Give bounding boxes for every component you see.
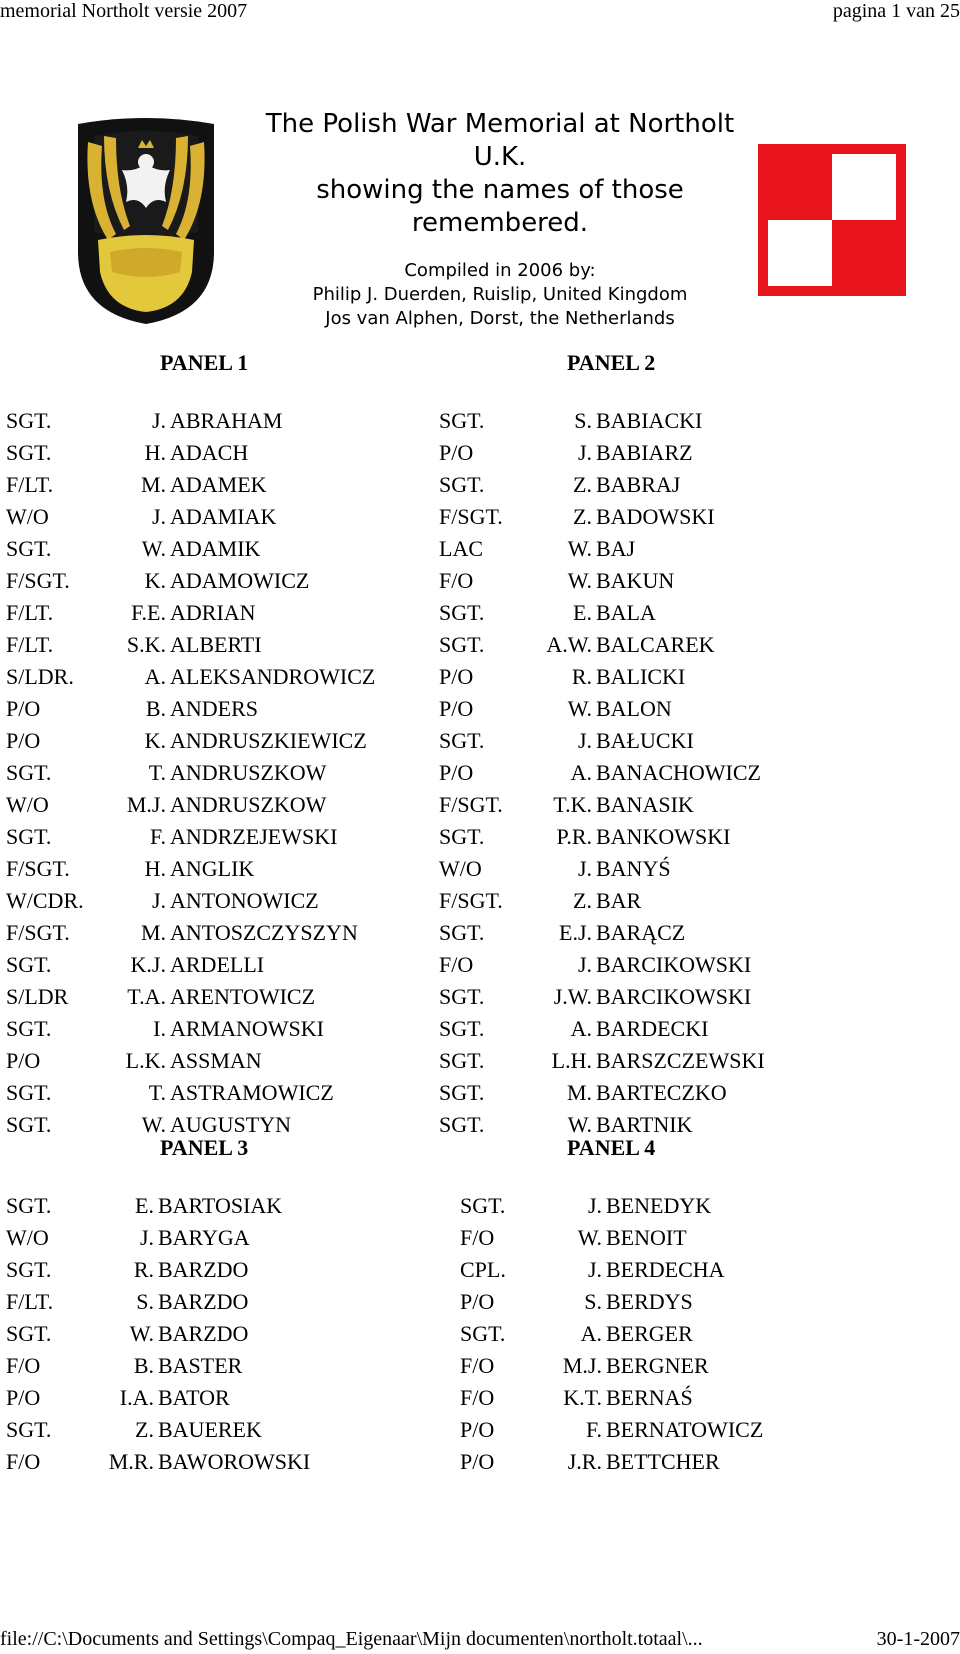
- rank: SGT.: [439, 632, 485, 657]
- initials: T.K.: [553, 792, 592, 817]
- initials: A.: [144, 664, 166, 689]
- rank: F/SGT.: [439, 792, 503, 817]
- list-item: [6, 1013, 426, 1045]
- rank: SGT.: [439, 1048, 485, 1073]
- rank: SGT.: [439, 1016, 485, 1041]
- list-item: [6, 1350, 426, 1382]
- surname: BERNATOWICZ: [606, 1417, 764, 1442]
- surname: BERDECHA: [606, 1257, 725, 1282]
- rank: F/O: [460, 1385, 495, 1410]
- initials: J.W.: [553, 984, 592, 1009]
- list-item: [460, 1286, 880, 1318]
- rank: P/O: [460, 1289, 495, 1314]
- surname: BENOIT: [606, 1225, 687, 1250]
- panel-name-list: [439, 405, 859, 1141]
- initials: I.A.: [119, 1385, 154, 1410]
- initials: A.: [570, 1016, 592, 1041]
- rank: LAC: [439, 536, 483, 561]
- initials: J.: [139, 1225, 154, 1250]
- list-item: [6, 1045, 426, 1077]
- compiled-line: Philip J. Duerden, Ruislip, United Kingdom: [312, 284, 688, 305]
- panel-title: PANEL 1: [160, 350, 249, 375]
- list-item: [439, 469, 859, 501]
- list-item: [460, 1382, 880, 1414]
- initials: W.: [129, 1321, 154, 1346]
- surname: BAŁUCKI: [596, 728, 694, 753]
- rank: SGT.: [439, 728, 485, 753]
- surname: BETTCHER: [606, 1449, 720, 1474]
- surname: BADOWSKI: [596, 504, 715, 529]
- initials: J.: [151, 504, 166, 529]
- surname: AUGUSTYN: [170, 1112, 291, 1137]
- surname: BANASIK: [596, 792, 694, 817]
- initials: Z.: [573, 888, 592, 913]
- rank: P/O: [6, 1048, 41, 1073]
- polish-air-force-badge-icon: [64, 112, 228, 326]
- initials: S.: [136, 1289, 154, 1314]
- surname: BARDECKI: [596, 1016, 709, 1041]
- surname: ASSMAN: [170, 1048, 262, 1073]
- surname: ARENTOWICZ: [170, 984, 316, 1009]
- list-item: [6, 1382, 426, 1414]
- initials: W.: [567, 1112, 592, 1137]
- initials: T.A.: [127, 984, 166, 1009]
- initials: S.: [574, 408, 592, 433]
- initials: L.K.: [125, 1048, 166, 1073]
- list-item: [439, 597, 859, 629]
- surname: BERGNER: [606, 1353, 709, 1378]
- rank: F/LT.: [6, 472, 54, 497]
- initials: E.: [573, 600, 592, 625]
- polish-chequer-icon: [758, 144, 906, 296]
- surname: BABIARZ: [596, 440, 693, 465]
- initials: A.: [580, 1321, 602, 1346]
- rank: F/O: [6, 1353, 41, 1378]
- list-item: [6, 469, 426, 501]
- surname: BARTOSIAK: [158, 1193, 283, 1218]
- list-item: [6, 1286, 426, 1318]
- initials: M.J.: [562, 1353, 602, 1378]
- page-number: pagina 1 van 25: [832, 0, 960, 22]
- rank: P/O: [6, 728, 41, 753]
- list-item: [439, 1045, 859, 1077]
- initials: Z.: [135, 1417, 154, 1442]
- initials: J.: [587, 1257, 602, 1282]
- initials: T.: [148, 1080, 166, 1105]
- list-item: [6, 533, 426, 565]
- panel-title: PANEL 4: [567, 1135, 656, 1160]
- initials: E.: [135, 1193, 154, 1218]
- surname: BAUEREK: [158, 1417, 262, 1442]
- surname: ADAMIK: [170, 536, 261, 561]
- compiled-line: Jos van Alphen, Dorst, the Netherlands: [325, 308, 675, 329]
- list-item: [6, 1446, 426, 1478]
- list-item: [6, 1414, 426, 1446]
- surname: BALCAREK: [596, 632, 715, 657]
- list-item: [6, 821, 426, 853]
- surname: ANDRUSZKIEWICZ: [170, 728, 367, 753]
- surname: ALEKSANDROWICZ: [170, 664, 376, 689]
- list-item: [439, 789, 859, 821]
- rank: S/LDR: [6, 984, 69, 1009]
- initials: P.R.: [556, 824, 592, 849]
- panel-name-list: [6, 1190, 426, 1478]
- surname: BABIACKI: [596, 408, 703, 433]
- surname: ANTOSZCZYSZYN: [170, 920, 358, 945]
- rank: CPL.: [460, 1257, 506, 1282]
- rank: SGT.: [439, 920, 485, 945]
- document-title-block: [240, 108, 760, 331]
- list-item: [460, 1446, 880, 1478]
- surname: ANGLIK: [170, 856, 255, 881]
- rank: P/O: [439, 760, 474, 785]
- surname: BATOR: [158, 1385, 230, 1410]
- list-item: [6, 1222, 426, 1254]
- surname: ANDERS: [170, 696, 259, 721]
- rank: P/O: [439, 664, 474, 689]
- rank: SGT.: [439, 1112, 485, 1137]
- rank: SGT.: [6, 408, 52, 433]
- list-item: [439, 693, 859, 725]
- list-item: [6, 789, 426, 821]
- surname: BERGER: [606, 1321, 693, 1346]
- surname: ABRAHAM: [170, 408, 283, 433]
- initials: J.: [577, 728, 592, 753]
- rank: F/LT.: [6, 632, 54, 657]
- surname: BAR: [596, 888, 642, 913]
- list-item: [6, 1254, 426, 1286]
- list-item: [439, 821, 859, 853]
- surname: ADAMIAK: [170, 504, 277, 529]
- surname: ANTONOWICZ: [170, 888, 319, 913]
- rank: P/O: [439, 696, 474, 721]
- surname: BANKOWSKI: [596, 824, 731, 849]
- rank: F/O: [439, 568, 474, 593]
- rank: SGT.: [439, 472, 485, 497]
- rank: F/O: [439, 952, 474, 977]
- list-item: [6, 629, 426, 661]
- surname: BASTER: [158, 1353, 243, 1378]
- initials: J.: [587, 1193, 602, 1218]
- list-item: [460, 1254, 880, 1286]
- list-item: [6, 565, 426, 597]
- rank: F/O: [460, 1225, 495, 1250]
- list-item: [6, 437, 426, 469]
- surname: ANDRUSZKOW: [170, 792, 327, 817]
- surname: BERNAŚ: [606, 1385, 693, 1410]
- initials: F.: [150, 824, 166, 849]
- initials: J.: [577, 856, 592, 881]
- initials: J.: [151, 408, 166, 433]
- initials: M.R.: [108, 1449, 154, 1474]
- initials: Z.: [573, 504, 592, 529]
- list-item: [439, 437, 859, 469]
- panel-name-list: [460, 1190, 880, 1478]
- surname: ALBERTI: [170, 632, 262, 657]
- rank: SGT.: [6, 1080, 52, 1105]
- rank: F/LT.: [6, 1289, 54, 1314]
- surname: ADAMOWICZ: [170, 568, 310, 593]
- initials: R.: [571, 664, 592, 689]
- list-item: [6, 1077, 426, 1109]
- surname: BARZDO: [158, 1321, 249, 1346]
- rank: SGT.: [6, 440, 52, 465]
- surname: ANDRUSZKOW: [170, 760, 327, 785]
- surname: BARTECZKO: [596, 1080, 727, 1105]
- list-item: [439, 1077, 859, 1109]
- initials: F.E.: [131, 600, 166, 625]
- rank: S/LDR.: [6, 664, 74, 689]
- surname: ADAMEK: [170, 472, 267, 497]
- title-line: showing the names of those: [316, 175, 684, 205]
- list-item: [439, 725, 859, 757]
- surname: BARTNIK: [596, 1112, 693, 1137]
- compiled-by: [240, 259, 760, 331]
- list-item: [6, 949, 426, 981]
- list-item: [6, 661, 426, 693]
- rank: SGT.: [439, 408, 485, 433]
- surname: BARYGA: [158, 1225, 250, 1250]
- rank: F/LT.: [6, 600, 54, 625]
- initials: J.: [577, 952, 592, 977]
- list-item: [439, 757, 859, 789]
- initials: L.H.: [551, 1048, 592, 1073]
- initials: W.: [577, 1225, 602, 1250]
- list-item: [439, 853, 859, 885]
- initials: A.: [570, 760, 592, 785]
- rank: SGT.: [6, 536, 52, 561]
- list-item: [6, 981, 426, 1013]
- surname: BARCIKOWSKI: [596, 984, 752, 1009]
- initials: M.J.: [126, 792, 166, 817]
- initials: K.J.: [130, 952, 166, 977]
- surname: BENEDYK: [606, 1193, 712, 1218]
- list-item: [6, 757, 426, 789]
- surname: BAWOROWSKI: [158, 1449, 311, 1474]
- rank: P/O: [6, 1385, 41, 1410]
- list-item: [439, 981, 859, 1013]
- list-item: [439, 533, 859, 565]
- initials: Z.: [573, 472, 592, 497]
- page-header-title: memorial Northolt versie 2007: [0, 0, 248, 22]
- title-line: The Polish War Memorial at Northolt: [265, 109, 735, 139]
- list-item: [460, 1414, 880, 1446]
- rank: SGT.: [439, 984, 485, 1009]
- initials: S.: [584, 1289, 602, 1314]
- initials: M.: [566, 1080, 592, 1105]
- rank: P/O: [6, 696, 41, 721]
- surname: ANDRZEJEWSKI: [170, 824, 338, 849]
- panel-title: PANEL 3: [160, 1135, 249, 1160]
- list-item: [6, 693, 426, 725]
- rank: W/O: [6, 504, 49, 529]
- surname: ADACH: [170, 440, 249, 465]
- list-item: [439, 1013, 859, 1045]
- list-item: [6, 1190, 426, 1222]
- surname: BARCIKOWSKI: [596, 952, 752, 977]
- surname: ARMANOWSKI: [170, 1016, 324, 1041]
- surname: BERDYS: [606, 1289, 693, 1314]
- rank: SGT.: [439, 600, 485, 625]
- title-line: U.K.: [473, 142, 527, 172]
- initials: A.W.: [546, 632, 592, 657]
- rank: SGT.: [6, 1193, 52, 1218]
- surname: BARZDO: [158, 1289, 249, 1314]
- rank: F/SGT.: [6, 856, 70, 881]
- list-item: [439, 661, 859, 693]
- initials: I.: [153, 1016, 166, 1041]
- list-item: [460, 1318, 880, 1350]
- initials: R.: [133, 1257, 154, 1282]
- initials: F.: [586, 1417, 602, 1442]
- initials: K.T.: [563, 1385, 602, 1410]
- rank: SGT.: [6, 952, 52, 977]
- file-path-footer: file://C:\Documents and Settings\Compaq_Eigenaar\Mijn documenten\northolt.totaal\...: [0, 1628, 703, 1650]
- list-item: [6, 501, 426, 533]
- rank: SGT.: [6, 1112, 52, 1137]
- list-item: [6, 405, 426, 437]
- list-item: [460, 1350, 880, 1382]
- list-item: [6, 917, 426, 949]
- surname: BARĄCZ: [596, 920, 686, 945]
- surname: BALICKI: [596, 664, 686, 689]
- initials: E.J.: [559, 920, 592, 945]
- list-item: [460, 1190, 880, 1222]
- rank: SGT.: [6, 1257, 52, 1282]
- rank: F/SGT.: [439, 888, 503, 913]
- rank: F/SGT.: [6, 920, 70, 945]
- list-item: [460, 1222, 880, 1254]
- list-item: [6, 885, 426, 917]
- list-item: [439, 629, 859, 661]
- list-item: [439, 501, 859, 533]
- rank: F/O: [6, 1449, 41, 1474]
- surname: ARDELLI: [170, 952, 265, 977]
- surname: BARSZCZEWSKI: [596, 1048, 765, 1073]
- rank: SGT.: [6, 824, 52, 849]
- rank: W/CDR.: [6, 888, 84, 913]
- rank: P/O: [460, 1417, 495, 1442]
- initials: W.: [567, 536, 592, 561]
- panel-title: PANEL 2: [567, 350, 656, 375]
- initials: J.: [577, 440, 592, 465]
- list-item: [6, 1318, 426, 1350]
- surname: ADRIAN: [170, 600, 256, 625]
- initials: W.: [141, 536, 166, 561]
- surname: BAKUN: [596, 568, 675, 593]
- surname: ASTRAMOWICZ: [170, 1080, 334, 1105]
- rank: W/O: [6, 1225, 49, 1250]
- rank: SGT.: [439, 824, 485, 849]
- initials: K.: [144, 568, 166, 593]
- list-item: [6, 597, 426, 629]
- rank: SGT.: [460, 1193, 506, 1218]
- initials: K.: [144, 728, 166, 753]
- list-item: [439, 565, 859, 597]
- surname: BANACHOWICZ: [596, 760, 761, 785]
- initials: H.: [144, 440, 166, 465]
- rank: F/SGT.: [6, 568, 70, 593]
- rank: SGT.: [460, 1321, 506, 1346]
- initials: M.: [140, 472, 166, 497]
- initials: M.: [140, 920, 166, 945]
- list-item: [6, 725, 426, 757]
- panel-name-list: [6, 405, 426, 1141]
- initials: J.: [151, 888, 166, 913]
- rank: P/O: [460, 1449, 495, 1474]
- list-item: [6, 853, 426, 885]
- initials: W.: [141, 1112, 166, 1137]
- rank: W/O: [6, 792, 49, 817]
- initials: B.: [133, 1353, 154, 1378]
- rank: SGT.: [439, 1080, 485, 1105]
- list-item: [439, 917, 859, 949]
- surname: BABRAJ: [596, 472, 681, 497]
- rank: SGT.: [6, 760, 52, 785]
- rank: P/O: [439, 440, 474, 465]
- surname: BALON: [596, 696, 672, 721]
- rank: SGT.: [6, 1321, 52, 1346]
- rank: SGT.: [6, 1016, 52, 1041]
- compiled-line: Compiled in 2006 by:: [404, 260, 596, 281]
- title-line: remembered.: [411, 208, 589, 238]
- print-date: 30-1-2007: [876, 1628, 960, 1650]
- rank: W/O: [439, 856, 482, 881]
- surname: BANYŚ: [596, 856, 671, 881]
- rank: SGT.: [6, 1417, 52, 1442]
- initials: W.: [567, 696, 592, 721]
- rank: F/SGT.: [439, 504, 503, 529]
- surname: BARZDO: [158, 1257, 249, 1282]
- initials: T.: [148, 760, 166, 785]
- initials: B.: [145, 696, 166, 721]
- initials: S.K.: [126, 632, 166, 657]
- initials: H.: [144, 856, 166, 881]
- list-item: [439, 885, 859, 917]
- initials: J.R.: [567, 1449, 602, 1474]
- list-item: [439, 949, 859, 981]
- surname: BAJ: [596, 536, 636, 561]
- list-item: [439, 405, 859, 437]
- rank: F/O: [460, 1353, 495, 1378]
- initials: W.: [567, 568, 592, 593]
- surname: BALA: [596, 600, 656, 625]
